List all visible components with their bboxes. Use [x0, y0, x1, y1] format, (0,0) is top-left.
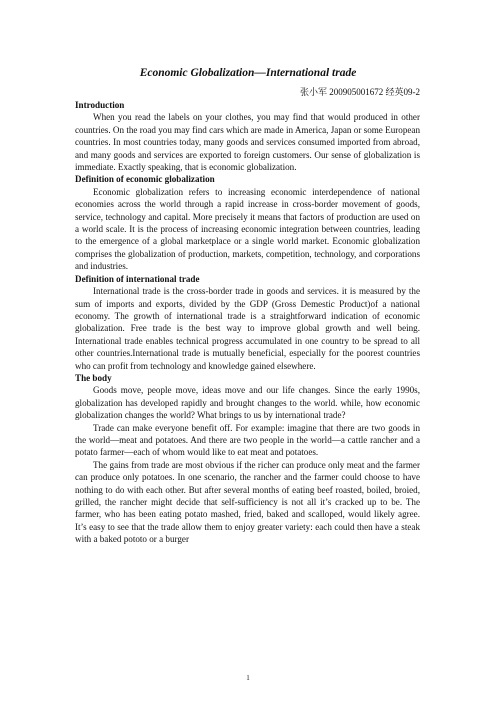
section-heading-definition-trade: Definition of international trade: [75, 273, 200, 284]
paragraph: The gains from trade are most obvious if the richer can produce only meat and the farmer can produce only potatoes. In one scenario, the rancher and the farmer could choose to have nothing to do with each other. But after several months of eating beef roasted, boiled, broied, grilled, the rancher might decide that self-sufficiency is not all it’s cracked up to be. The farmer, who has been eating potato mashed, fried, baked and scalloped, would likely agree. It’s easy to see that the trade allow them to enjoy greater variety: each could then have a steak with a baked pototo or a burger: [75, 459, 420, 545]
paragraph: International trade is the cross-border trade in goods and services. it is measured by the sum of imports and exports, divided by the GDP (Gross Demestic Product)of a national economy. The growth of international trade is a straightforward indication of economic globalization. Free trade is the best way to improve global growth and well being. International trade enables technical progress accumulated in one country to be spread to all other countries.International trade is mutually beneficial, especially for the poorest countries who can profit from technology and knowledge gained elsewhere.: [75, 286, 420, 371]
paragraph: Goods move, people move, ideas move and our life changes. Since the early 1990s, globalization has developed rapidly and brought changes to the world. while, how economic globalization changes the world? What brings to us by international trade?: [75, 385, 420, 421]
section-heading-definition-globalization: Definition of economic globalization: [75, 174, 215, 185]
paragraph: Trade can make everyone benefit off. For example: imagine that there are two goods in the world—meat and potatoes. And there are two people in the world—a cattle rancher and a potato farmer—each of whom would like to eat meat and potatoes.: [75, 422, 420, 458]
page-number: 1: [246, 674, 250, 682]
document-body: [75, 99, 420, 546]
author-line: 张小军 200905001672 经英09-2: [300, 87, 420, 97]
paragraph: When you read the labels on your clothes, you may find that would produced in other countries. On the road you may find cars which are made in America, Japan or some European countries. In most countries today, many goods and services consumed imported from abroad, and many goods and services are exported to foreign customers. Our sense of globalization is immediate. Exactly speaking, that is economic globalization.: [75, 112, 420, 173]
paragraph: Economic globalization refers to increasing economic interdependence of national economies across the world through a rapid increase in cross-border movement of goods, service, technology and capital. More precisely it means that factors of production are used on a world scale. It is the process of increasing economic integration between countries, leading to the emergence of a global marketplace or a single world market. Economic globalization comprises the globalization of production, markets, competition, technology, and corporations and industries.: [75, 186, 420, 272]
document-title: Economic Globalization—International trade: [139, 67, 357, 79]
section-heading-introduction: Introduction: [75, 100, 125, 110]
section-heading-body: The body: [75, 372, 112, 383]
